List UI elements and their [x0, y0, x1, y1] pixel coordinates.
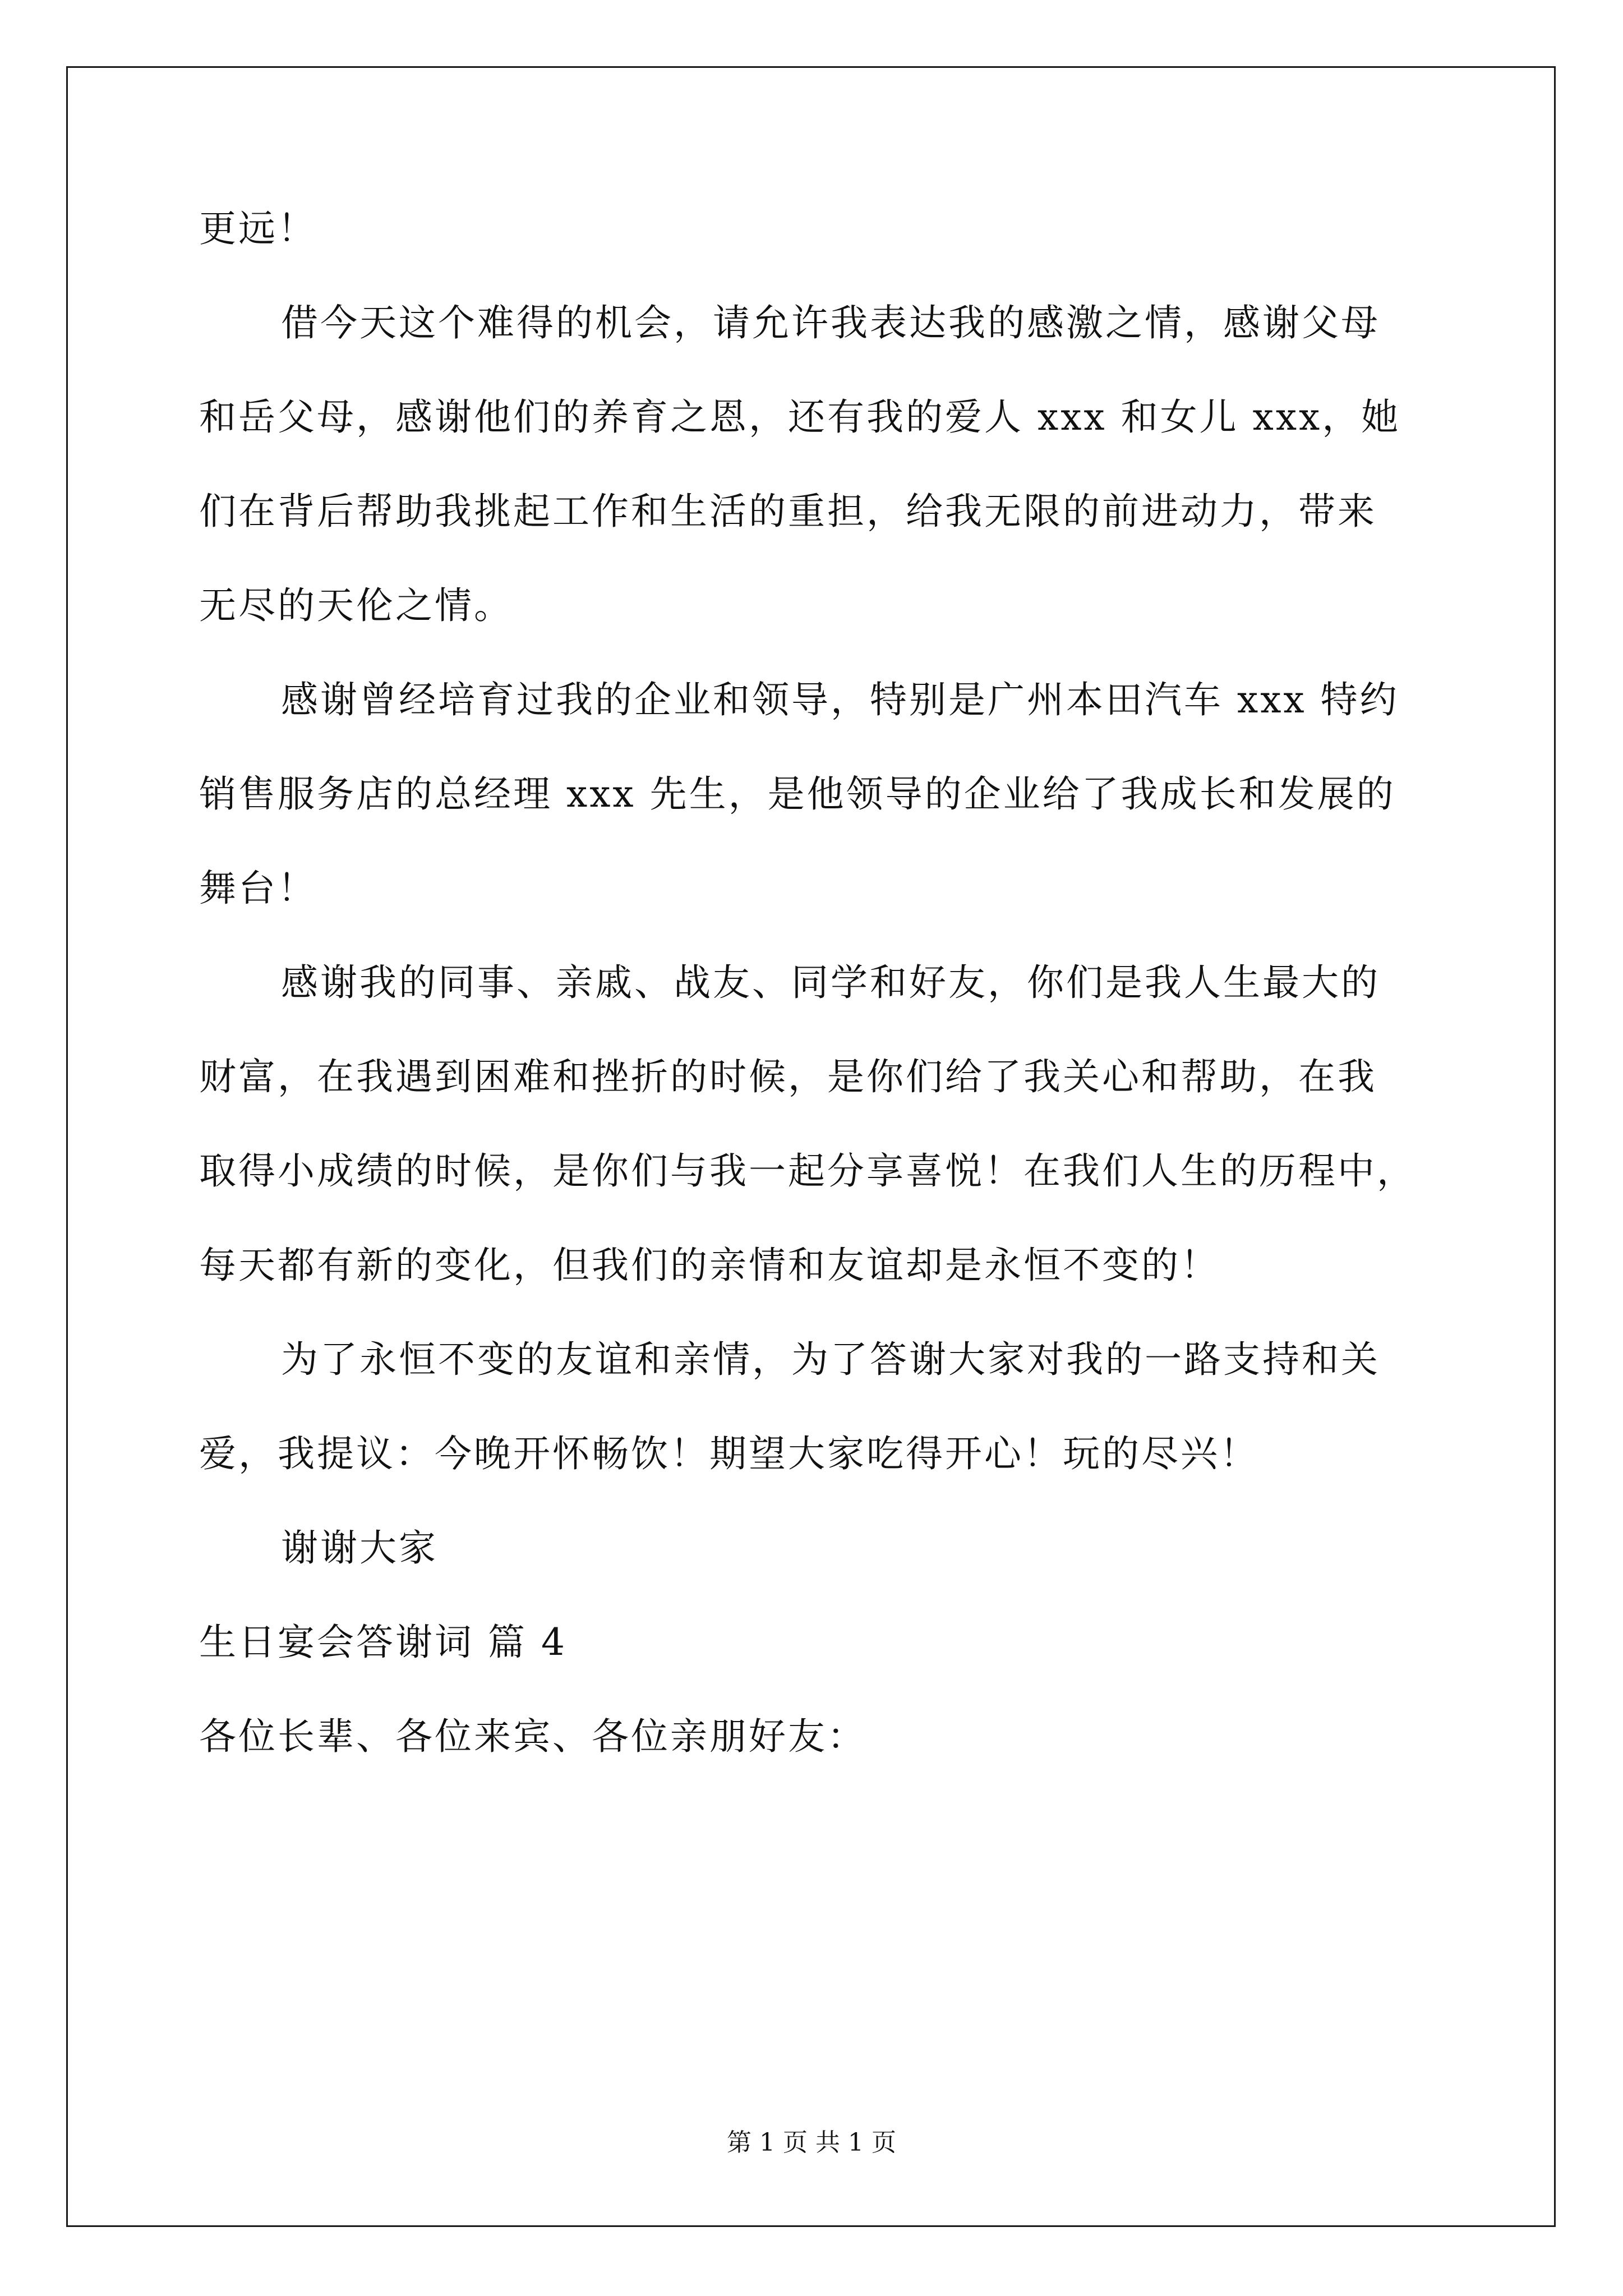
text-line: 财富，在我遇到困难和挫折的时候，是你们给了我关心和帮助，在我	[199, 1055, 1377, 1098]
text-line: 销售服务店的总经理 xxx 先生，是他领导的企业给了我成长和发展的	[199, 772, 1396, 816]
paragraph-first-line: 借今天这个难得的机会，请允许我表达我的感激之情，感谢父母	[281, 301, 1380, 344]
text-line: 和岳父母，感谢他们的养育之恩，还有我的爱人 xxx 和女儿 xxx，她	[199, 395, 1401, 439]
paragraph-first-line: 感谢曾经培育过我的企业和领导，特别是广州本田汽车 xxx 特约	[281, 678, 1399, 721]
text-line: 舞台！	[199, 867, 317, 910]
paragraph-first-line: 为了永恒不变的友谊和亲情，为了答谢大家对我的一路支持和关	[281, 1338, 1380, 1381]
salutation: 各位长辈、各位来宾、各位亲朋好友：	[199, 1715, 866, 1758]
page-frame	[66, 66, 1556, 2227]
text-line: 们在背后帮助我挑起工作和生活的重担，给我无限的前进动力，带来	[199, 490, 1377, 533]
text-line: 更远！	[199, 207, 317, 250]
text-line: 爱，我提议：今晚开怀畅饮！期望大家吃得开心！玩的尽兴！	[199, 1432, 1259, 1475]
text-line: 取得小成绩的时候，是你们与我一起分享喜悦！在我们人生的历程中，	[199, 1149, 1416, 1193]
text-line: 无尽的天伦之情。	[199, 584, 513, 627]
page-footer: 第 1 页 共 1 页	[727, 2128, 896, 2157]
text-line: 每天都有新的变化，但我们的亲情和友谊却是永恒不变的！	[199, 1244, 1220, 1287]
section-heading: 生日宴会答谢词 篇 4	[199, 1621, 567, 1664]
closing-line: 谢谢大家	[281, 1526, 438, 1570]
paragraph-first-line: 感谢我的同事、亲戚、战友、同学和好友，你们是我人生最大的	[281, 961, 1380, 1004]
